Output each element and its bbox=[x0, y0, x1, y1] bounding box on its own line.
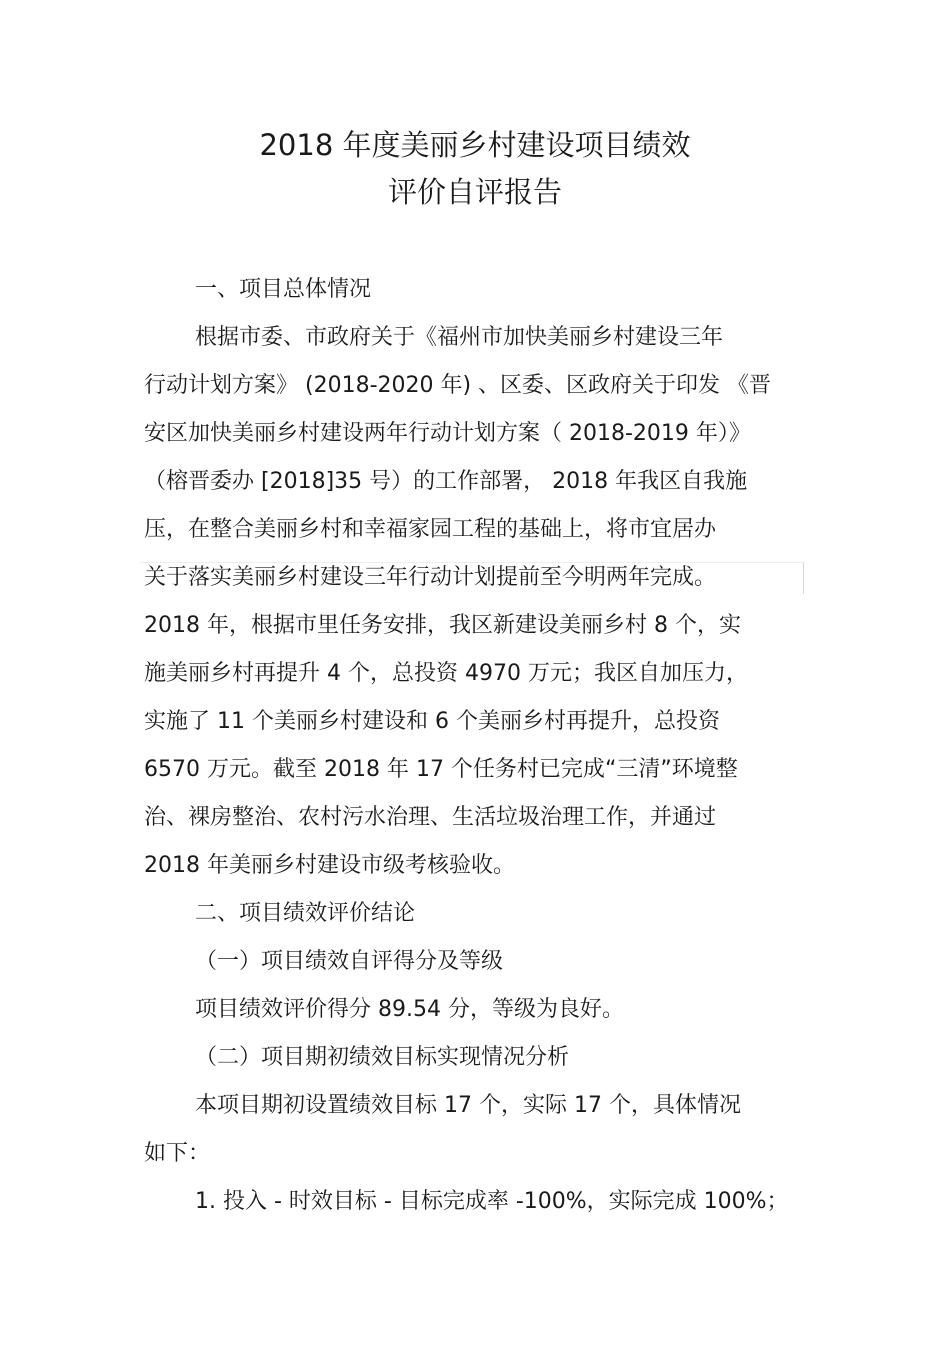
subsection-heading-score: （一）项目绩效自评得分及等级 bbox=[195, 949, 504, 974]
body-line: 治、裸房整治、农村污水治理、生活垃圾治理工作，并通过 bbox=[144, 805, 717, 830]
body-line: 本项目期初设置绩效目标 17 个，实际 17 个，具体情况 bbox=[195, 1093, 741, 1118]
body-line: 安区加快美丽乡村建设两年行动计划方案（ 2018-2019 年）》 bbox=[144, 421, 751, 446]
body-line: 如下： bbox=[144, 1141, 211, 1166]
body-line: 2018 年，根据市里任务安排，我区新建设美丽乡村 8 个，实 bbox=[144, 613, 741, 638]
section-heading-overview: 一、项目总体情况 bbox=[195, 277, 372, 302]
body-line: 项目绩效评价得分 89.54 分，等级为良好。 bbox=[195, 997, 624, 1022]
document-title-line-1: 2018 年度美丽乡村建设项目绩效 bbox=[259, 128, 691, 162]
list-item: 1. 投入 - 时效目标 - 目标完成率 -100%，实际完成 100%； bbox=[195, 1189, 789, 1214]
body-line: （榕晋委办 [2018]35 号）的工作部署， 2018 年我区自我施 bbox=[144, 469, 748, 494]
body-line: 6570 万元。截至 2018 年 17 个任务村已完成“三清”环境整 bbox=[144, 757, 738, 782]
body-line: 行动计划方案》 (2018-2020 年) 、区委、区政府关于印发 《晋 bbox=[144, 373, 772, 398]
body-line: 根据市委、市政府关于《福州市加快美丽乡村建设三年 bbox=[195, 325, 724, 350]
body-line: 压，在整合美丽乡村和幸福家园工程的基础上，将市宜居办 bbox=[144, 517, 717, 542]
body-line: 2018 年美丽乡村建设市级考核验收。 bbox=[144, 853, 515, 878]
body-line: 实施了 11 个美丽乡村建设和 6 个美丽乡村再提升，总投资 bbox=[144, 709, 720, 734]
body-line: 关于落实美丽乡村建设三年行动计划提前至今明两年完成。 bbox=[144, 565, 717, 590]
body-line: 施美丽乡村再提升 4 个，总投资 4970 万元；我区自加压力， bbox=[144, 661, 748, 686]
document-title-line-2: 评价自评报告 bbox=[387, 175, 562, 209]
subsection-heading-targets: （二）项目期初绩效目标实现情况分析 bbox=[195, 1045, 570, 1070]
section-heading-conclusion: 二、项目绩效评价结论 bbox=[195, 901, 416, 926]
